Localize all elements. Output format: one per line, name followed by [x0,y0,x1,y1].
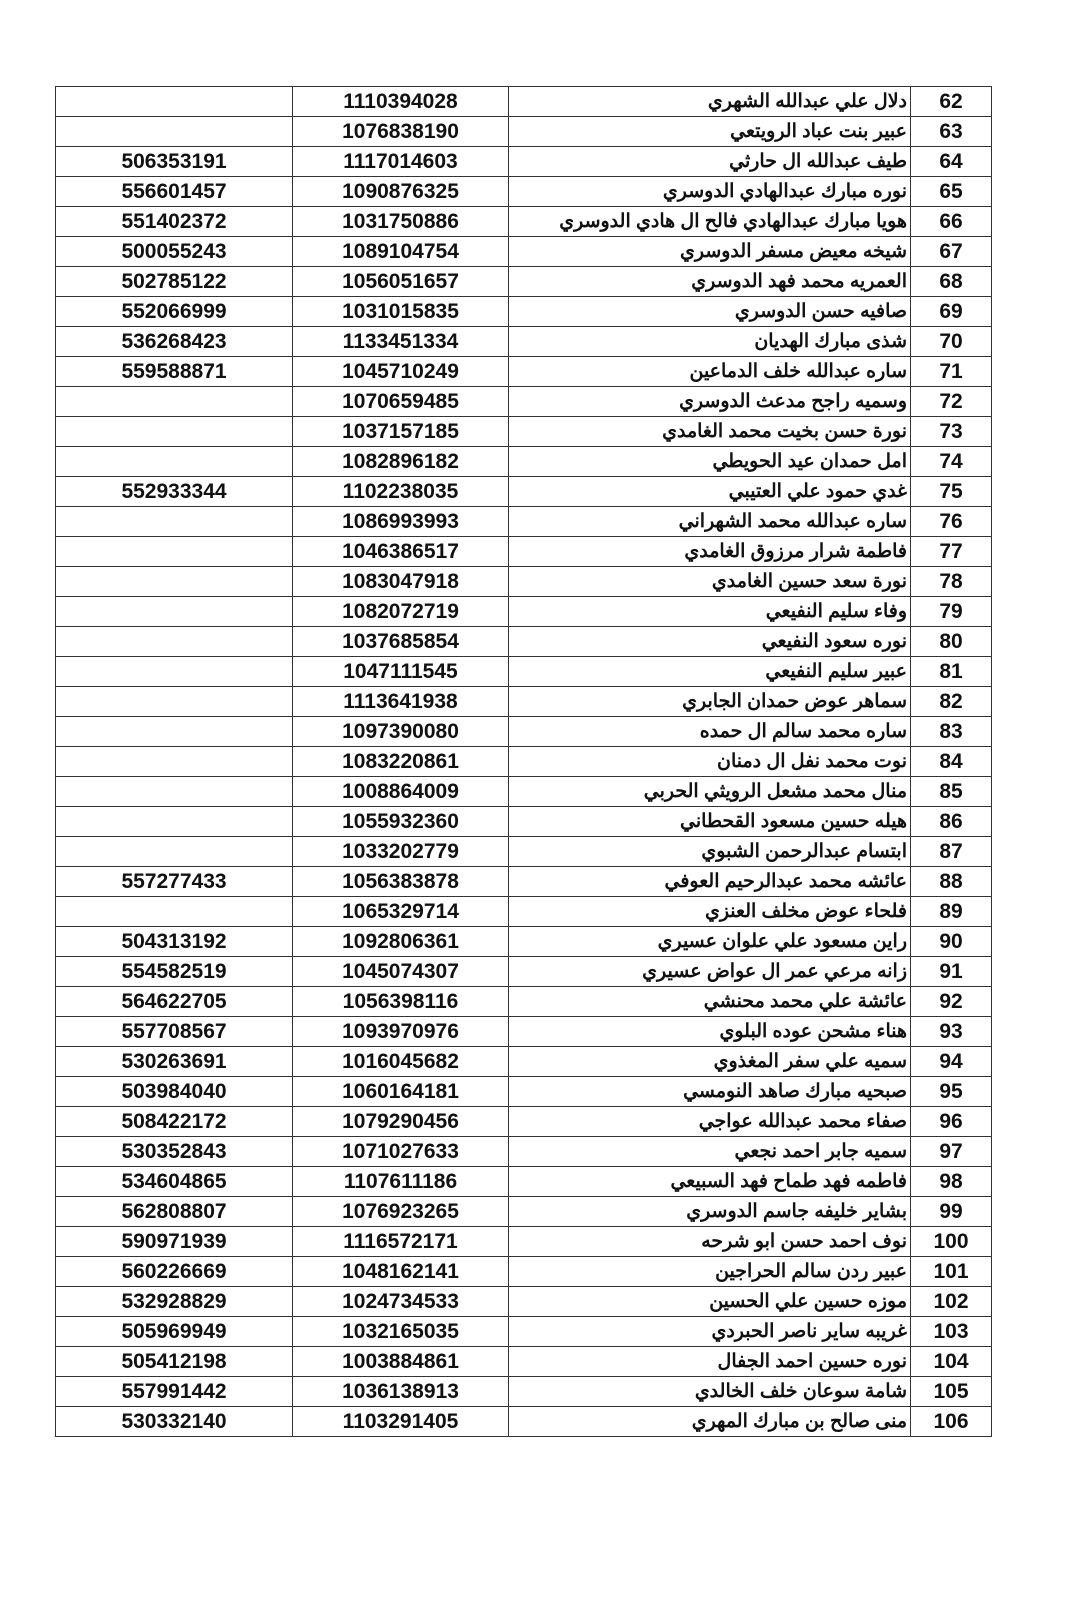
name-cell: منال محمد مشعل الرويثي الحربي [509,777,911,807]
row-number-cell: 96 [911,1107,992,1137]
id-number-cell: 1079290456 [293,1107,509,1137]
phone-cell: 590971939 [56,1227,293,1257]
row-number-cell: 106 [911,1407,992,1437]
row-number-cell: 73 [911,417,992,447]
id-number-cell: 1110394028 [293,87,509,117]
table-row [56,387,992,417]
phone-cell: 504313192 [56,927,293,957]
table-row [56,237,992,267]
name-cell: وسميه راجح مدعث الدوسري [509,387,911,417]
id-number-cell: 1032165035 [293,1317,509,1347]
id-number-cell: 1083220861 [293,747,509,777]
phone-cell: 530332140 [56,1407,293,1437]
name-cell: راين مسعود علي علوان عسيري [509,927,911,957]
phone-cell [56,897,293,927]
table-row [56,897,992,927]
row-number-cell: 83 [911,717,992,747]
id-number-cell: 1024734533 [293,1287,509,1317]
table-row [56,1257,992,1287]
row-number-cell: 99 [911,1197,992,1227]
id-number-cell: 1070659485 [293,387,509,417]
name-cell: وفاء سليم النفيعي [509,597,911,627]
row-number-cell: 85 [911,777,992,807]
phone-cell: 500055243 [56,237,293,267]
phone-cell: 530263691 [56,1047,293,1077]
phone-cell: 552933344 [56,477,293,507]
phone-cell: 557991442 [56,1377,293,1407]
id-number-cell: 1056051657 [293,267,509,297]
id-number-cell: 1097390080 [293,717,509,747]
table-row [56,1197,992,1227]
table-row [56,867,992,897]
id-number-cell: 1116572171 [293,1227,509,1257]
row-number-cell: 80 [911,627,992,657]
row-number-cell: 100 [911,1227,992,1257]
table-row [56,567,992,597]
row-number-cell: 70 [911,327,992,357]
table-row [56,147,992,177]
name-cell: العمريه محمد فهد الدوسري [509,267,911,297]
id-number-cell: 1031750886 [293,207,509,237]
name-cell: غدي حمود علي العتيبي [509,477,911,507]
name-cell: سميه جابر احمد نجعي [509,1137,911,1167]
phone-cell [56,747,293,777]
name-cell: سميه علي سفر المغذوي [509,1047,911,1077]
row-number-cell: 81 [911,657,992,687]
phone-cell: 505412198 [56,1347,293,1377]
name-cell: ساره عبدالله محمد الشهراني [509,507,911,537]
table-row [56,1407,992,1437]
name-cell: منى صالح بن مبارك المهري [509,1407,911,1437]
row-number-cell: 93 [911,1017,992,1047]
name-cell: فاطمة شرار مرزوق الغامدي [509,537,911,567]
phone-cell: 505969949 [56,1317,293,1347]
id-number-cell: 1107611186 [293,1167,509,1197]
row-number-cell: 97 [911,1137,992,1167]
row-number-cell: 87 [911,837,992,867]
id-number-cell: 1117014603 [293,147,509,177]
table-row [56,807,992,837]
row-number-cell: 86 [911,807,992,837]
id-number-cell: 1046386517 [293,537,509,567]
name-cell: ابتسام عبدالرحمن الشبوي [509,837,911,867]
phone-cell: 551402372 [56,207,293,237]
name-cell: عبير بنت عباد الرويتعي [509,117,911,147]
table-row [56,327,992,357]
row-number-cell: 75 [911,477,992,507]
name-cell: فاطمه فهد طماح فهد السبيعي [509,1167,911,1197]
row-number-cell: 94 [911,1047,992,1077]
name-cell: زانه مرعي عمر ال عواض عسيري [509,957,911,987]
phone-cell [56,537,293,567]
name-cell: نوره حسين احمد الجفال [509,1347,911,1377]
table-row [56,717,992,747]
table-row [56,1347,992,1377]
phone-cell: 503984040 [56,1077,293,1107]
table-row [56,987,992,1017]
id-number-cell: 1047111545 [293,657,509,687]
row-number-cell: 105 [911,1377,992,1407]
name-cell: نوره مبارك عبدالهادي الدوسري [509,177,911,207]
id-number-cell: 1036138913 [293,1377,509,1407]
table-row [56,657,992,687]
table-row [56,1377,992,1407]
table-row [56,627,992,657]
id-number-cell: 1056398116 [293,987,509,1017]
table-row [56,777,992,807]
table-row [56,207,992,237]
phone-cell [56,417,293,447]
name-cell: صفاء محمد عبدالله عواجي [509,1107,911,1137]
name-cell: عائشه محمد عبدالرحيم العوفي [509,867,911,897]
phone-cell: 557708567 [56,1017,293,1047]
phone-cell: 502785122 [56,267,293,297]
id-number-cell: 1076923265 [293,1197,509,1227]
phone-cell [56,657,293,687]
row-number-cell: 78 [911,567,992,597]
phone-cell [56,387,293,417]
name-cell: شذى مبارك الهديان [509,327,911,357]
row-number-cell: 103 [911,1317,992,1347]
phone-cell: 554582519 [56,957,293,987]
table-row [56,687,992,717]
row-number-cell: 84 [911,747,992,777]
phone-cell [56,447,293,477]
id-number-cell: 1016045682 [293,1047,509,1077]
name-cell: طيف عبدالله ال حارثي [509,147,911,177]
name-cell: نوف احمد حسن ابو شرحه [509,1227,911,1257]
name-cell: هويا مبارك عبدالهادي فالح ال هادي الدوسري [509,207,911,237]
row-number-cell: 65 [911,177,992,207]
row-number-cell: 90 [911,927,992,957]
name-cell: دلال علي عبدالله الشهري [509,87,911,117]
table-row [56,927,992,957]
id-number-cell: 1037157185 [293,417,509,447]
phone-cell [56,687,293,717]
id-number-cell: 1055932360 [293,807,509,837]
table-row [56,447,992,477]
row-number-cell: 82 [911,687,992,717]
id-number-cell: 1082072719 [293,597,509,627]
name-cell: صبحيه مبارك صاهد النومسي [509,1077,911,1107]
id-number-cell: 1048162141 [293,1257,509,1287]
table-row [56,417,992,447]
phone-cell: 552066999 [56,297,293,327]
name-cell: نورة سعد حسين الغامدي [509,567,911,597]
row-number-cell: 69 [911,297,992,327]
phone-cell [56,837,293,867]
name-cell: عائشة علي محمد محنشي [509,987,911,1017]
row-number-cell: 76 [911,507,992,537]
table-row [56,1317,992,1347]
row-number-cell: 72 [911,387,992,417]
row-number-cell: 66 [911,207,992,237]
row-number-cell: 64 [911,147,992,177]
table-row [56,957,992,987]
phone-cell [56,717,293,747]
phone-cell: 536268423 [56,327,293,357]
table-row [56,477,992,507]
id-number-cell: 1133451334 [293,327,509,357]
table-row [56,1227,992,1257]
phone-cell [56,597,293,627]
records-table-body [56,87,992,1437]
id-number-cell: 1083047918 [293,567,509,597]
table-row [56,507,992,537]
name-cell: فلحاء عوض مخلف العنزي [509,897,911,927]
name-cell: بشاير خليفه جاسم الدوسري [509,1197,911,1227]
name-cell: نوره سعود النفيعي [509,627,911,657]
table-row [56,117,992,147]
name-cell: نوت محمد نفل ال دمنان [509,747,911,777]
row-number-cell: 88 [911,867,992,897]
id-number-cell: 1089104754 [293,237,509,267]
name-cell: ساره عبدالله خلف الدماعين [509,357,911,387]
table-row [56,747,992,777]
row-number-cell: 71 [911,357,992,387]
phone-cell: 559588871 [56,357,293,387]
row-number-cell: 91 [911,957,992,987]
phone-cell: 564622705 [56,987,293,1017]
name-cell: نورة حسن بخيت محمد الغامدي [509,417,911,447]
name-cell: شامة سوعان خلف الخالدي [509,1377,911,1407]
id-number-cell: 1045074307 [293,957,509,987]
phone-cell: 557277433 [56,867,293,897]
id-number-cell: 1093970976 [293,1017,509,1047]
row-number-cell: 67 [911,237,992,267]
row-number-cell: 63 [911,117,992,147]
name-cell: شيخه معيض مسفر الدوسري [509,237,911,267]
phone-cell: 560226669 [56,1257,293,1287]
id-number-cell: 1102238035 [293,477,509,507]
phone-cell: 508422172 [56,1107,293,1137]
id-number-cell: 1045710249 [293,357,509,387]
phone-cell [56,807,293,837]
id-number-cell: 1086993993 [293,507,509,537]
table-row [56,357,992,387]
row-number-cell: 77 [911,537,992,567]
name-cell: غريبه ساير ناصر الحبردي [509,1317,911,1347]
table-row [56,1107,992,1137]
row-number-cell: 89 [911,897,992,927]
phone-cell: 530352843 [56,1137,293,1167]
table-row [56,1077,992,1107]
table-row [56,837,992,867]
row-number-cell: 79 [911,597,992,627]
phone-cell: 562808807 [56,1197,293,1227]
row-number-cell: 104 [911,1347,992,1377]
id-number-cell: 1082896182 [293,447,509,477]
row-number-cell: 102 [911,1287,992,1317]
phone-cell [56,567,293,597]
phone-cell: 532928829 [56,1287,293,1317]
phone-cell [56,117,293,147]
id-number-cell: 1056383878 [293,867,509,897]
phone-cell: 506353191 [56,147,293,177]
phone-cell [56,87,293,117]
name-cell: صافيه حسن الدوسري [509,297,911,327]
row-number-cell: 62 [911,87,992,117]
id-number-cell: 1113641938 [293,687,509,717]
id-number-cell: 1092806361 [293,927,509,957]
name-cell: عبير سليم النفيعي [509,657,911,687]
id-number-cell: 1071027633 [293,1137,509,1167]
name-cell: عبير ردن سالم الحراجين [509,1257,911,1287]
phone-cell: 556601457 [56,177,293,207]
name-cell: هيله حسين مسعود القحطاني [509,807,911,837]
table-row [56,297,992,327]
table-row [56,1017,992,1047]
name-cell: امل حمدان عيد الحويطي [509,447,911,477]
row-number-cell: 92 [911,987,992,1017]
id-number-cell: 1033202779 [293,837,509,867]
row-number-cell: 98 [911,1167,992,1197]
row-number-cell: 95 [911,1077,992,1107]
name-cell: ساره محمد سالم ال حمده [509,717,911,747]
id-number-cell: 1008864009 [293,777,509,807]
row-number-cell: 74 [911,447,992,477]
phone-cell: 534604865 [56,1167,293,1197]
id-number-cell: 1060164181 [293,1077,509,1107]
table-row [56,1167,992,1197]
table-row [56,1047,992,1077]
table-row [56,177,992,207]
phone-cell [56,777,293,807]
table-row [56,597,992,627]
row-number-cell: 68 [911,267,992,297]
table-row [56,267,992,297]
id-number-cell: 1103291405 [293,1407,509,1437]
phone-cell [56,627,293,657]
table-row [56,1287,992,1317]
table-row [56,87,992,117]
id-number-cell: 1076838190 [293,117,509,147]
records-table [55,86,992,1437]
id-number-cell: 1031015835 [293,297,509,327]
table-row [56,1137,992,1167]
table-row [56,537,992,567]
id-number-cell: 1065329714 [293,897,509,927]
id-number-cell: 1090876325 [293,177,509,207]
name-cell: هناء مشحن عوده البلوي [509,1017,911,1047]
id-number-cell: 1037685854 [293,627,509,657]
name-cell: موزه حسين علي الحسين [509,1287,911,1317]
name-cell: سماهر عوض حمدان الجابري [509,687,911,717]
row-number-cell: 101 [911,1257,992,1287]
id-number-cell: 1003884861 [293,1347,509,1377]
phone-cell [56,507,293,537]
